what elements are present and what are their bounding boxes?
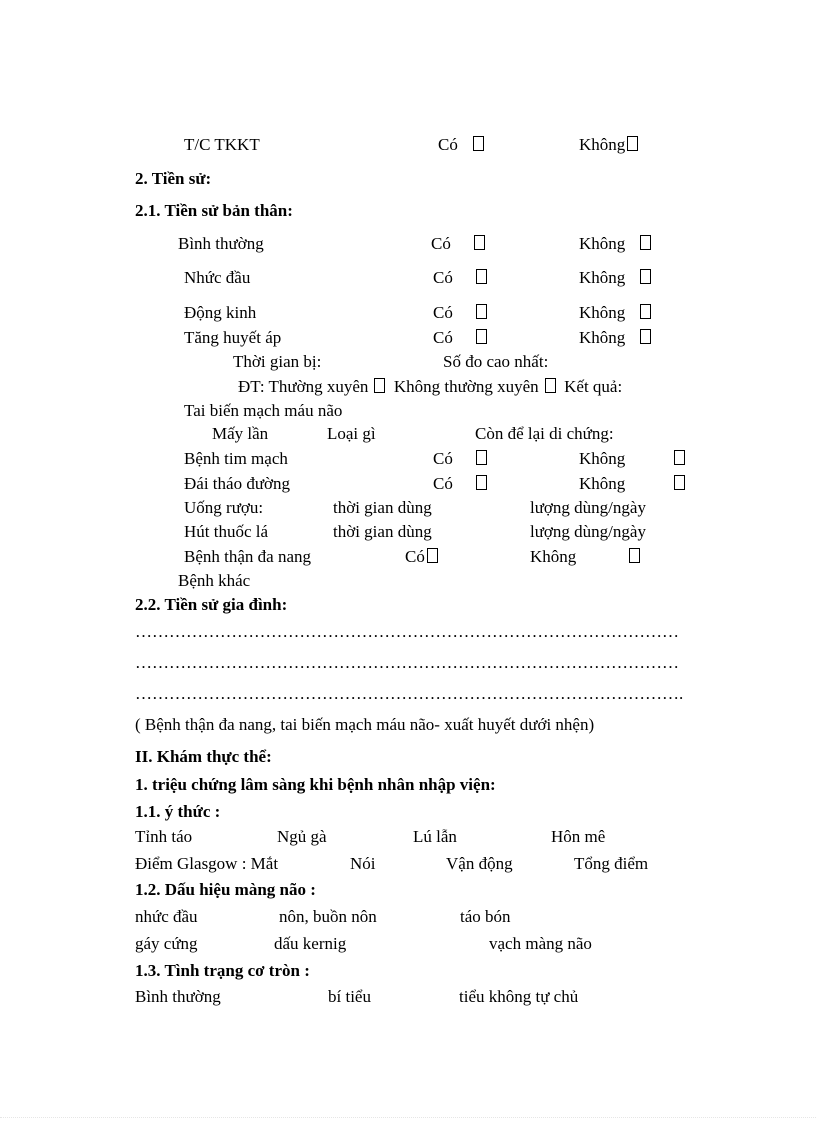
family-history-line-1[interactable]: …………………………………………………………………………………… bbox=[135, 622, 679, 641]
page-bottom-divider bbox=[0, 1117, 816, 1118]
checkbox-irregular[interactable] bbox=[545, 378, 556, 393]
checkbox-khong[interactable] bbox=[674, 450, 685, 465]
personal-row-khong: Không bbox=[579, 234, 651, 254]
stroke-label: Tai biến mạch máu não bbox=[184, 401, 343, 420]
section-1-symptoms-heading: 1. triệu chứng lâm sàng khi bệnh nhân nhập viện: bbox=[135, 775, 496, 794]
checkbox-khong[interactable] bbox=[627, 136, 638, 151]
section-ii-heading: II. Khám thực thể: bbox=[135, 747, 272, 766]
meningeal-sign: nôn, buồn nôn bbox=[279, 907, 377, 926]
smoking-label: Hút thuốc lá bbox=[184, 522, 269, 541]
consciousness-option: Hôn mê bbox=[551, 827, 606, 846]
personal-row-co: Có bbox=[433, 328, 487, 348]
meningeal-sign: nhức đầu bbox=[135, 907, 198, 926]
glasgow-motor-label: Vận động bbox=[446, 854, 513, 873]
checkbox-co[interactable] bbox=[476, 329, 487, 344]
personal-row-label: Động kinh bbox=[184, 303, 257, 322]
smoking-time-label: thời gian dùng bbox=[333, 522, 432, 541]
stroke-type-label: Loại gì bbox=[327, 424, 376, 443]
htn-treatment-row: ĐT: Thường xuyên Không thường xuyên Kết quả: bbox=[238, 377, 623, 396]
checkbox-co[interactable] bbox=[473, 136, 484, 151]
alcohol-label: Uống rượu: bbox=[184, 498, 264, 517]
section-1-2-heading: 1.2. Dấu hiệu màng não : bbox=[135, 880, 316, 899]
checkbox-khong[interactable] bbox=[674, 475, 685, 490]
meningeal-sign: dấu kernig bbox=[274, 934, 347, 953]
consciousness-option: Tỉnh táo bbox=[135, 827, 193, 846]
personal-row-co: Có bbox=[431, 234, 485, 254]
checkbox-khong[interactable] bbox=[640, 269, 651, 284]
personal-row-label: Nhức đầu bbox=[184, 268, 251, 287]
smoking-amount-label: lượng dùng/ngày bbox=[530, 522, 646, 541]
tc-tkkt-co: Có bbox=[438, 135, 484, 155]
section-2-heading: 2. Tiền sử: bbox=[135, 169, 212, 188]
family-history-line-3[interactable]: ……………………………………………………………………………………. bbox=[135, 684, 684, 703]
checkbox-khong[interactable] bbox=[640, 304, 651, 319]
section-1-1-heading: 1.1. ý thức : bbox=[135, 802, 221, 821]
stroke-times-label: Mấy lần bbox=[212, 424, 269, 443]
meningeal-sign: táo bón bbox=[460, 907, 511, 926]
checkbox-co[interactable] bbox=[476, 304, 487, 319]
diabetes-label: Đái tháo đường bbox=[184, 474, 291, 493]
family-history-note: ( Bệnh thận đa nang, tai biến mạch máu não- xuất huyết dưới nhện) bbox=[135, 715, 595, 734]
checkbox-co[interactable] bbox=[474, 235, 485, 250]
checkbox-khong[interactable] bbox=[640, 235, 651, 250]
pkd-label: Bệnh thận đa nang bbox=[184, 547, 311, 566]
diabetes-khong: Không bbox=[579, 474, 685, 494]
personal-row-khong: Không bbox=[579, 328, 651, 348]
stroke-sequelae-label: Còn để lại di chứng: bbox=[475, 424, 614, 443]
family-history-line-2[interactable]: …………………………………………………………………………………… bbox=[135, 653, 679, 672]
sphincter-option: Bình thường bbox=[135, 987, 221, 1006]
personal-row-label: Tăng huyết áp bbox=[184, 328, 282, 347]
checkbox-co[interactable] bbox=[427, 548, 438, 563]
alcohol-amount-label: lượng dùng/ngày bbox=[530, 498, 646, 517]
consciousness-option: Lú lẫn bbox=[413, 827, 457, 846]
htn-max-label: Số đo cao nhất: bbox=[443, 352, 549, 371]
consciousness-option: Ngủ gà bbox=[277, 827, 327, 846]
glasgow-total-label: Tổng điểm bbox=[574, 854, 649, 873]
checkbox-khong[interactable] bbox=[629, 548, 640, 563]
personal-row-co: Có bbox=[433, 303, 487, 323]
alcohol-time-label: thời gian dùng bbox=[333, 498, 432, 517]
sphincter-option: tiểu không tự chủ bbox=[459, 987, 579, 1006]
cardio-khong: Không bbox=[579, 449, 685, 469]
personal-row-khong: Không bbox=[579, 268, 651, 288]
tc-tkkt-khong: Không bbox=[579, 135, 638, 155]
personal-row-co: Có bbox=[433, 268, 487, 288]
checkbox-co[interactable] bbox=[476, 450, 487, 465]
section-2-2-heading: 2.2. Tiền sử gia đình: bbox=[135, 595, 288, 614]
pkd-khong: Không bbox=[530, 547, 640, 567]
other-disease-label: Bệnh khác bbox=[178, 571, 251, 590]
meningeal-sign: vạch màng não bbox=[489, 934, 592, 953]
cardio-co: Có bbox=[433, 449, 487, 469]
tc-tkkt-label: T/C TKKT bbox=[184, 135, 260, 154]
pkd-co: Có bbox=[405, 547, 438, 567]
checkbox-co[interactable] bbox=[476, 269, 487, 284]
htn-duration-label: Thời gian bị: bbox=[233, 352, 322, 371]
checkbox-khong[interactable] bbox=[640, 329, 651, 344]
meningeal-sign: gáy cứng bbox=[135, 934, 198, 953]
glasgow-eye-label: Điểm Glasgow : Mắt bbox=[135, 854, 279, 873]
sphincter-option: bí tiểu bbox=[328, 987, 371, 1006]
personal-row-label: Bình thường bbox=[178, 234, 264, 253]
section-2-1-heading: 2.1. Tiền sử bản thân: bbox=[135, 201, 293, 220]
diabetes-co: Có bbox=[433, 474, 487, 494]
cardio-label: Bệnh tim mạch bbox=[184, 449, 288, 468]
personal-row-khong: Không bbox=[579, 303, 651, 323]
glasgow-verbal-label: Nói bbox=[350, 854, 376, 873]
section-1-3-heading: 1.3. Tình trạng cơ tròn : bbox=[135, 961, 310, 980]
checkbox-regular[interactable] bbox=[374, 378, 385, 393]
checkbox-co[interactable] bbox=[476, 475, 487, 490]
